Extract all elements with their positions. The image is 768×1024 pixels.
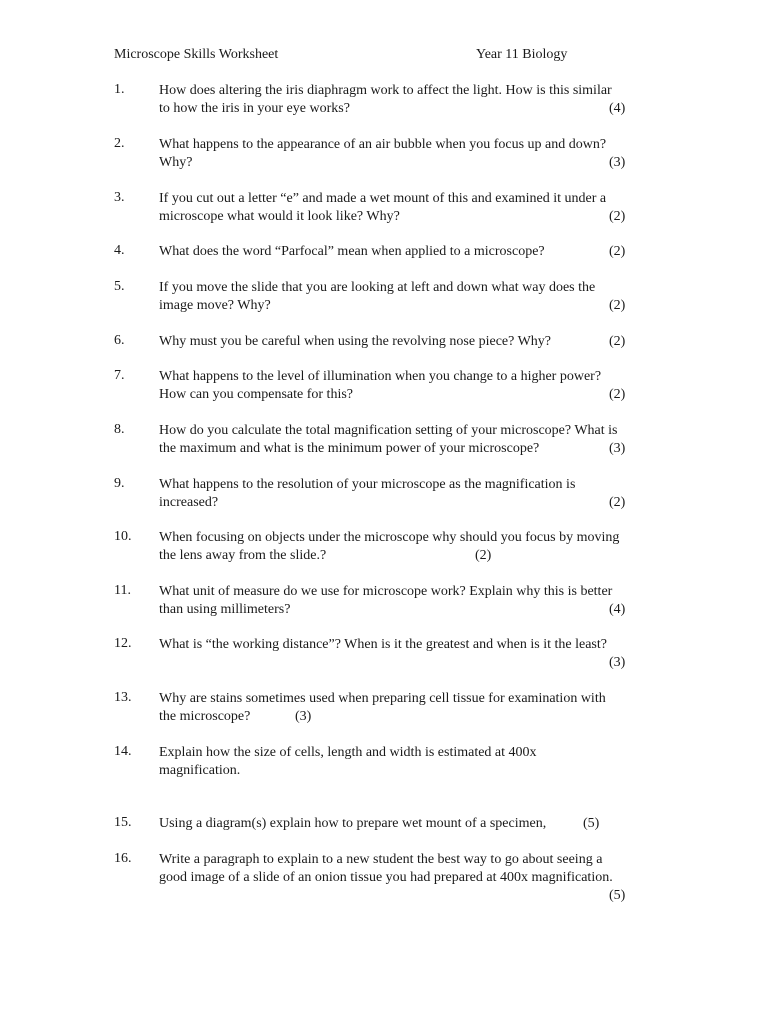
question-line [159,297,659,315]
question-line [159,100,659,118]
question-line-text: How can you compensate for this? [159,387,353,402]
question-line-text: the microscope? [159,709,251,724]
question-number: 2. [114,136,125,151]
question-marks: (2) [609,334,626,349]
question-marks: (2) [475,548,492,563]
question-line: Write a paragraph to explain to a new student the best way to go about seeing a [159,852,603,867]
question-line [159,601,659,619]
question-text [159,815,659,833]
question-number: 14. [114,744,132,759]
question-line-text: increased? [159,495,219,510]
question-number: 8. [114,422,125,437]
question-line-text: Why must you be careful when using the revolving nose piece? Why? [159,334,552,349]
question-number: 6. [114,333,125,348]
question-line-text: than using millimeters? [159,602,291,617]
question-number: 15. [114,815,132,830]
question-line: What happens to the resolution of your microscope as the magnification is [159,477,576,492]
question-line: good image of a slide of an onion tissue you had prepared at 400x magnification. [159,870,613,885]
question-marks: (4) [609,101,626,116]
question-text [159,333,659,351]
question-line-text: Using a diagram(s) explain how to prepare wet mount of a specimen, [159,816,547,831]
question-text [159,744,659,780]
question-line-text: image move? Why? [159,298,271,313]
question-marks: (3) [609,441,626,456]
question-number: 12. [114,636,132,651]
worksheet-title: Microscope Skills Worksheet [114,47,279,62]
question-line [159,654,659,672]
question-text [159,422,659,458]
question-text [159,82,659,118]
question-number: 10. [114,529,132,544]
question-line: If you cut out a letter “e” and made a wet mount of this and examined it under a [159,191,607,206]
question-marks: (3) [609,655,626,670]
question-line: How do you calculate the total magnification setting of your microscope? What is [159,423,618,438]
question-line [159,154,659,172]
question-line: Why are stains sometimes used when preparing cell tissue for examination with [159,691,606,706]
question-line [159,440,659,458]
question-number: 4. [114,243,125,258]
question-line: If you move the slide that you are looking at left and down what way does the [159,280,596,295]
question-line [159,208,659,226]
question-line [159,815,659,833]
question-line-text: the maximum and what is the minimum power of your microscope? [159,441,540,456]
worksheet-header [114,47,674,67]
question-line: When focusing on objects under the microscope why should you focus by moving [159,530,620,545]
question-text [159,368,659,404]
question-text [159,243,659,261]
question-line: What happens to the appearance of an air bubble when you focus up and down? [159,137,607,152]
question-marks: (3) [609,155,626,170]
question-line: What is “the working distance”? When is it the greatest and when is it the least? [159,637,607,652]
question-number: 3. [114,190,125,205]
question-number: 11. [114,583,131,598]
question-text [159,279,659,315]
question-text [159,529,659,565]
question-line [159,386,659,404]
question-marks: (2) [609,244,626,259]
question-text [159,690,659,726]
question-number: 5. [114,279,125,294]
question-marks: (4) [609,602,626,617]
question-marks: (3) [295,709,312,724]
question-line-text: to how the iris in your eye works? [159,101,350,116]
question-marks: (5) [609,888,626,903]
question-text [159,583,659,619]
question-text [159,636,659,672]
question-line [159,708,659,726]
question-marks: (2) [609,209,626,224]
question-marks: (5) [583,816,600,831]
question-marks: (2) [609,495,626,510]
question-line: What happens to the level of illumination when you change to a higher power? [159,369,602,384]
question-marks: (2) [609,298,626,313]
question-text [159,476,659,512]
question-line-text: microscope what would it look like? Why? [159,209,400,224]
question-line [159,887,659,905]
question-number: 7. [114,368,125,383]
question-number: 13. [114,690,132,705]
question-line [159,243,659,261]
question-number: 1. [114,82,125,97]
question-line [159,547,659,565]
question-line-text: the lens away from the slide.? [159,548,327,563]
question-line: magnification. [159,763,241,778]
question-text [159,851,659,905]
worksheet-subject: Year 11 Biology [476,47,568,62]
question-text [159,136,659,172]
question-line: Explain how the size of cells, length and width is estimated at 400x [159,745,537,760]
question-line-text: Why? [159,155,193,170]
question-number: 16. [114,851,132,866]
question-line [159,494,659,512]
question-line: How does altering the iris diaphragm work to affect the light. How is this similar [159,83,612,98]
question-marks: (2) [609,387,626,402]
question-line: What unit of measure do we use for microscope work? Explain why this is better [159,584,613,599]
question-text [159,190,659,226]
question-line-text: What does the word “Parfocal” mean when applied to a microscope? [159,244,545,259]
question-line [159,333,659,351]
question-number: 9. [114,476,125,491]
